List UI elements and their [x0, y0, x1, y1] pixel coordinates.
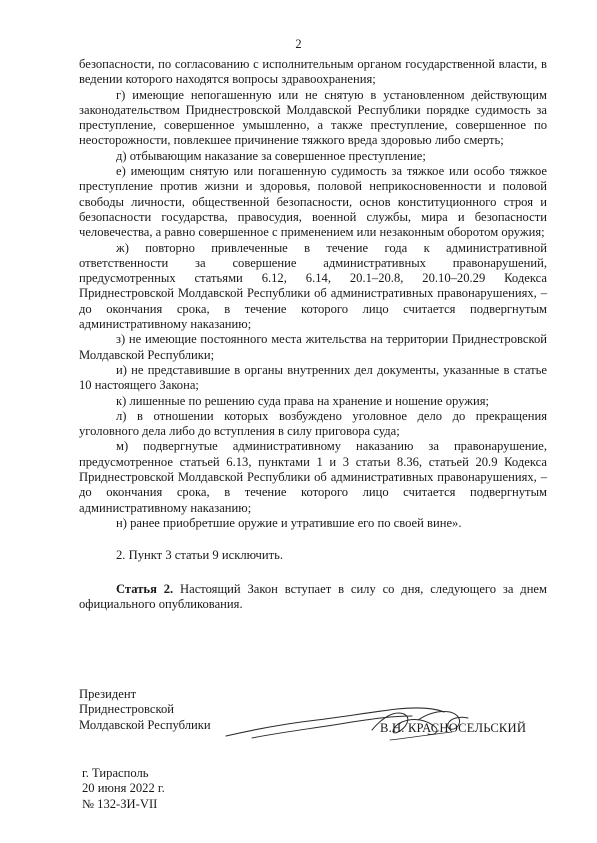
paragraph-item-l: л) в отношении которых возбуждено уголовное дело до прекращения уголовного дела либо до вступления в силу приговора суда;	[79, 408, 547, 439]
signatory-title	[79, 687, 211, 733]
article-2-text: Настоящий Закон вступает в силу со дня, следующего за днем официального опубликования.	[79, 581, 547, 611]
signatory-name: В.Н. КРАСНОСЕЛЬСКИЙ	[380, 721, 527, 735]
signatory-title-line-1: Президент	[79, 687, 137, 701]
paragraph-item-zh: ж) повторно привлеченные в течение года к административной ответственности за совершение административных правонарушений, предусмотренных статьями 6.12, 6.14, 20.1–20.8, 20.10–20.29 Кодекса Приднестровской Молдавской Республики об административных правонарушениях, – до окончания срока, в течение которого лицо считается подвергнутым административному наказанию;	[79, 240, 547, 332]
paragraph-item-z: з) не имеющие постоянного места жительства на территории Приднестровской Молдавской Республики;	[79, 332, 547, 362]
place-date-number	[82, 766, 165, 812]
paragraph-item-e: е) имеющим снятую или погашенную судимость за тяжкое или особо тяжкое преступление против жизни и здоровья, половой неприкосновенности и половой свободы личности, общественной безопасности, основ конституционного строя и безопасности государства, правосудия, военной службы, мира и безопасности человечества, а равно совершенное с применением или незаконным оборотом оружия;	[79, 164, 547, 240]
paragraph-item-i: и) не представившие в органы внутренних дел документы, указанные в статье 10 настоящего Закона;	[79, 362, 547, 393]
signatory-title-line-2: Приднестровской	[79, 702, 175, 717]
date: 20 июня 2022 г.	[82, 781, 165, 796]
paragraph-item-k: к) лишенные по решению суда права на хранение и ношение оружия;	[116, 393, 489, 408]
paragraph-item-g: г) имеющие непогашенную или не снятую в установленном действующим законодательством Приднестровской Молдавской Республики порядке судимость за преступление, совершенное умышленно, а также преступление, совершенное по неосторожности, повлекшее причинение тяжкого вреда здоровью либо смерть;	[79, 87, 547, 148]
spacer	[79, 531, 547, 548]
article-2-label: Статья 2.	[116, 581, 174, 596]
paragraph-continuation: безопасности, по согласованию с исполнительным органом государственной власти, в ведении которого находятся вопросы здравоохранения;	[79, 57, 547, 87]
page-number: 2	[295, 37, 302, 51]
signatory-title-line-3: Молдавской Республики	[79, 717, 211, 732]
paragraph-item-m: м) подвергнутые административному наказанию за правонарушение, предусмотренное статьей 6.13, пунктами 1 и 3 статьи 8.36, статьей 20.9 Кодекса Приднестровской Молдавской Республики об административных правонарушениях, – до окончания срока, в течение которого лицо считается подвергнутым административному наказанию;	[79, 439, 547, 515]
city: г. Тирасполь	[82, 766, 149, 780]
law-number: № 132-ЗИ-VII	[82, 796, 158, 811]
law-text-body	[79, 57, 547, 612]
article-2-paragraph	[79, 582, 547, 613]
paragraph-item-d: д) отбывающим наказание за совершенное преступление;	[116, 148, 426, 163]
spacer	[79, 564, 547, 582]
point-2-paragraph: 2. Пункт 3 статьи 9 исключить.	[116, 548, 283, 563]
paragraph-item-n: н) ранее приобретшие оружие и утратившие его по своей вине».	[116, 515, 462, 530]
